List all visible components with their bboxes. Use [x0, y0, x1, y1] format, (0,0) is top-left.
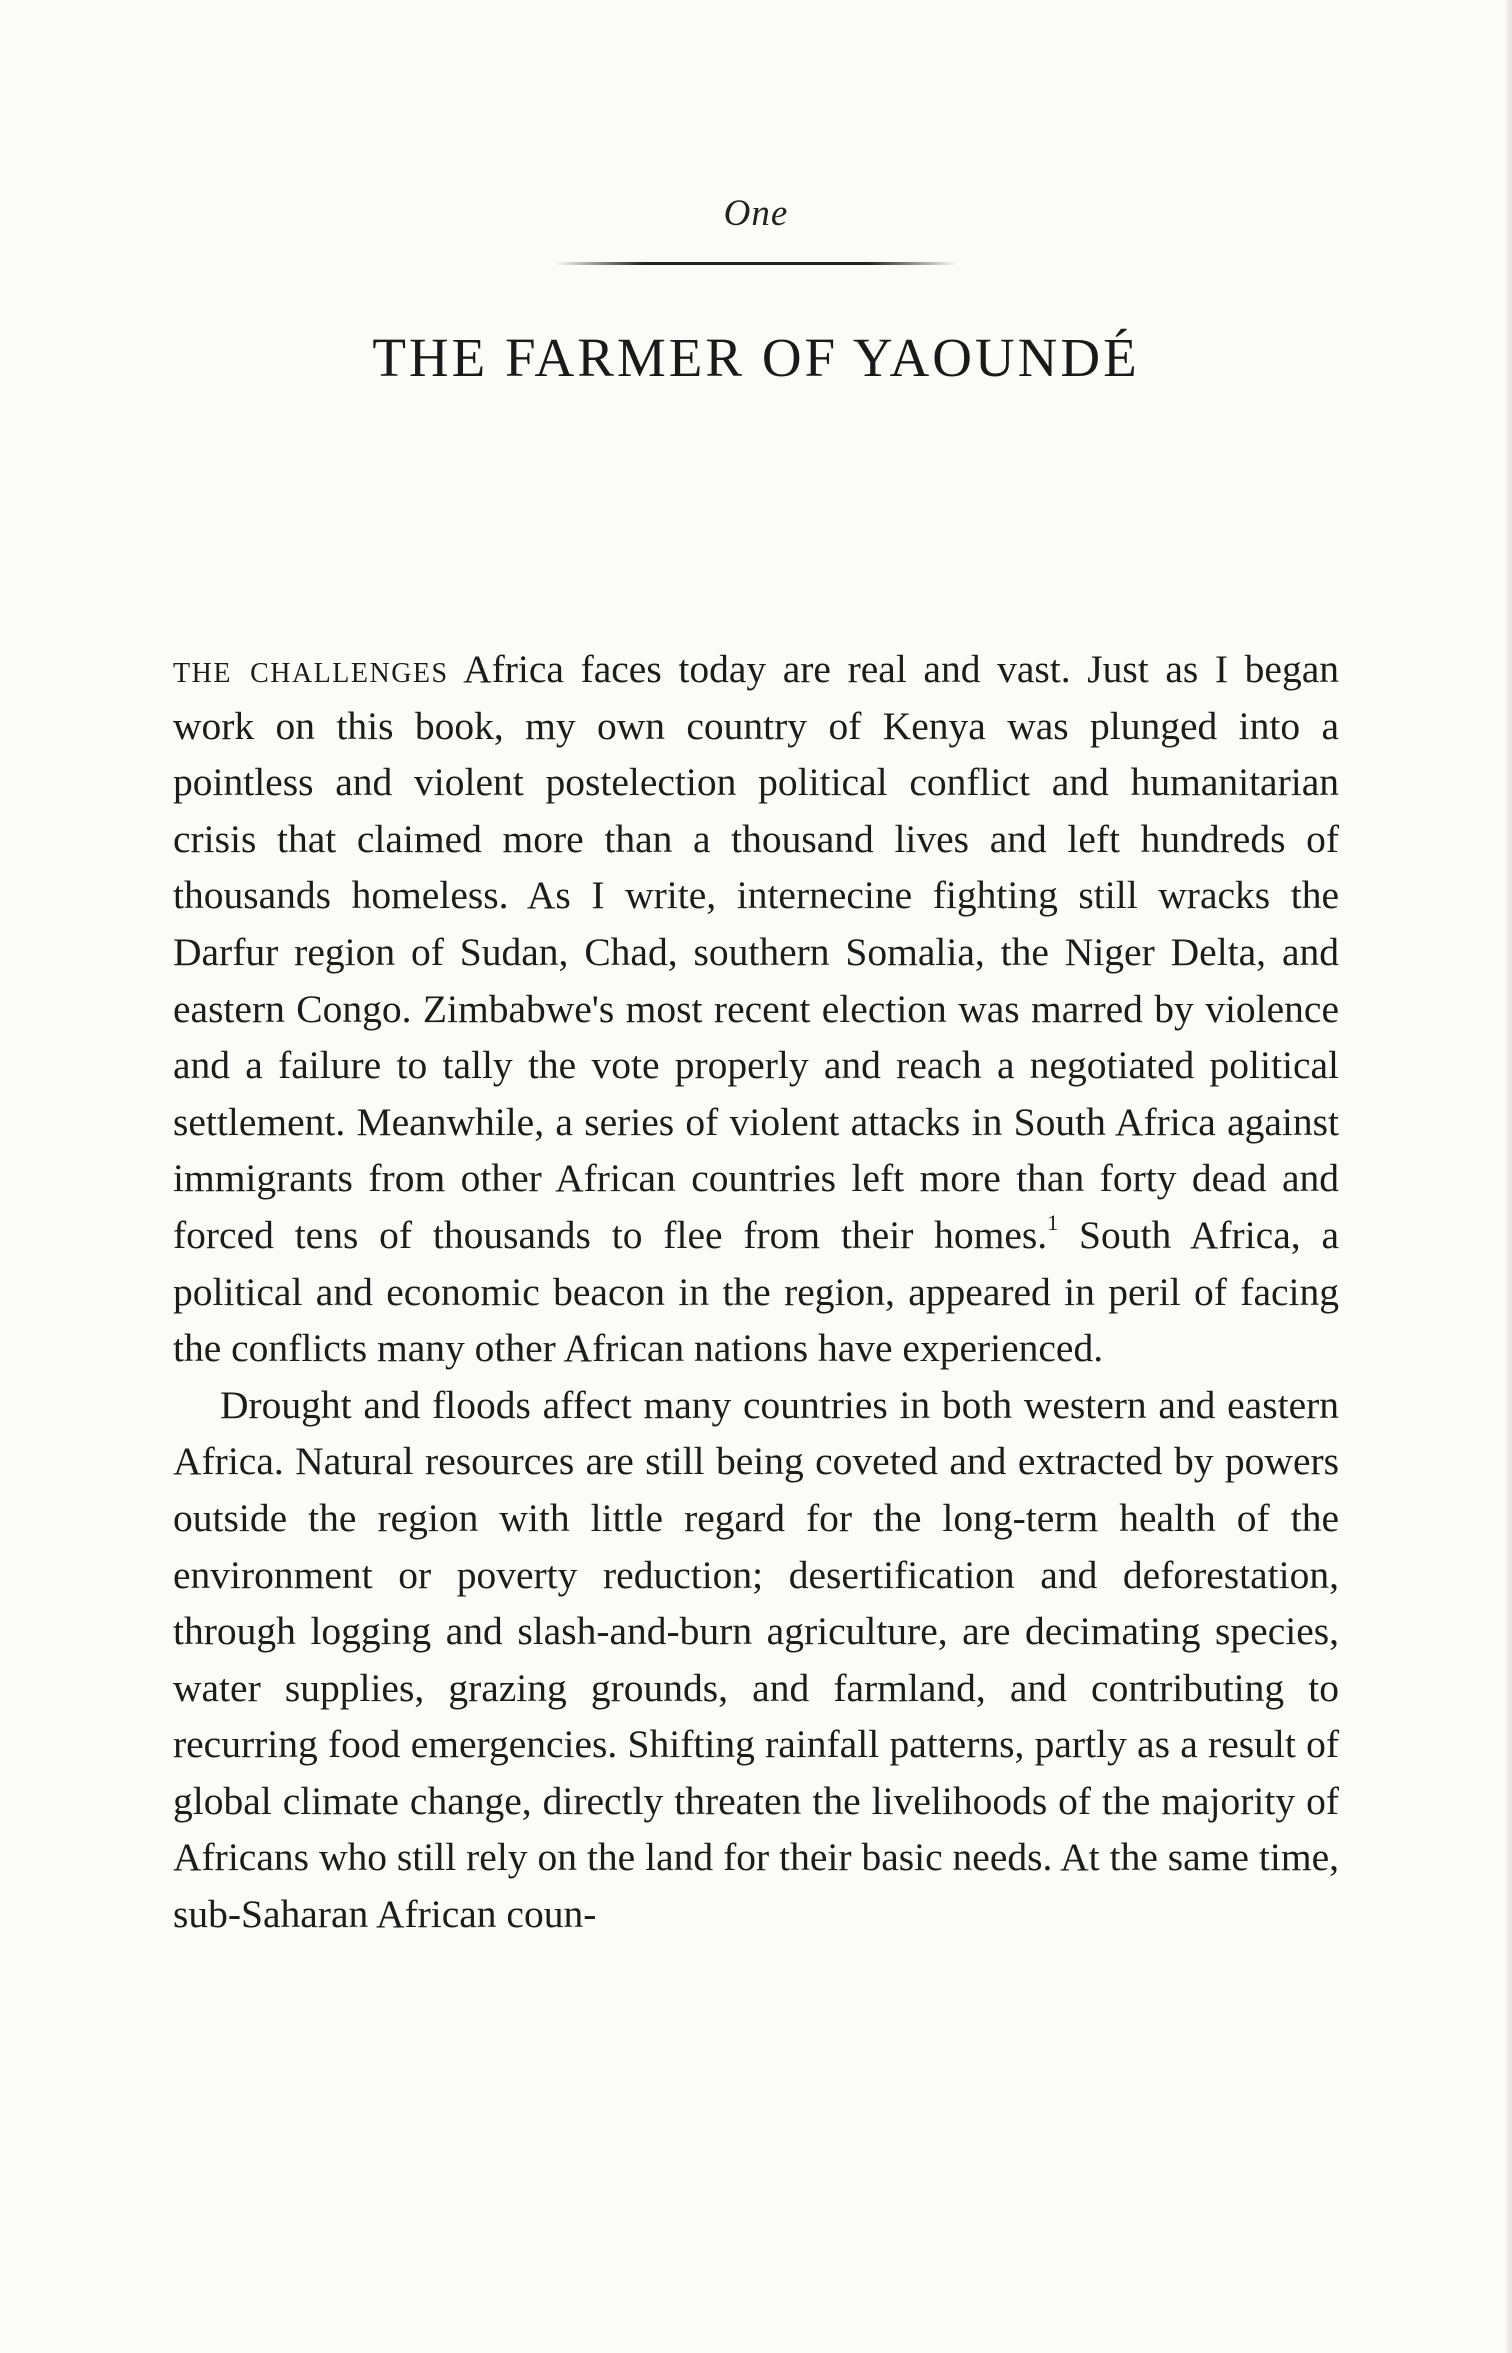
chapter-divider-rule — [555, 262, 957, 265]
chapter-title: THE FARMER OF YAOUNDÉ — [372, 327, 1140, 388]
footnote-reference[interactable]: 1 — [1047, 1209, 1059, 1235]
lead-in-small-caps: the challenges — [173, 647, 449, 691]
chapter-number: One — [723, 193, 789, 234]
body-paragraph-1 — [173, 641, 1339, 1377]
paragraph-1-text-b: South Africa, a political and economic beacon in the region, appeared in peril of facing the conflicts many other African nations have experienced. — [173, 1212, 1339, 1371]
body-paragraph-2: Drought and floods affect many countries in both western and eastern Africa. Natural resources are still being coveted and extracted by powers outside the region with little regard for the long-term health of the environment or poverty reduction; desertification and deforestation, through logging and slash-and-burn agriculture, are decimating species, water supplies, grazing grounds, and farmland, and contributing to recurring food emergencies. Shifting rainfall patterns, partly as a result of global climate change, directly threaten the livelihoods of the majority of Africans who still rely on the land for their basic needs. At the same time, sub-Saharan African coun- — [173, 1382, 1339, 1937]
chapter-body — [173, 641, 1339, 1943]
paragraph-1-text-a: Africa faces today are real and vast. Just as I began work on this book, my own country of Kenya was plunged into a pointless and violent postelection political conflict and humanitarian crisis that claimed more than a thousand lives and left hundreds of thousands homeless. As I write, internecine fighting still wracks the Darfur region of Sudan, Chad, southern Somalia, the Niger Delta, and eastern Congo. Zimbabwe's most recent election was marred by violence and a failure to tally the vote properly and reach a negotiated political settlement. Meanwhile, a series of violent attacks in South Africa against immigrants from other African countries left more than forty dead and forced tens of thousands to flee from their homes. — [173, 647, 1339, 1257]
